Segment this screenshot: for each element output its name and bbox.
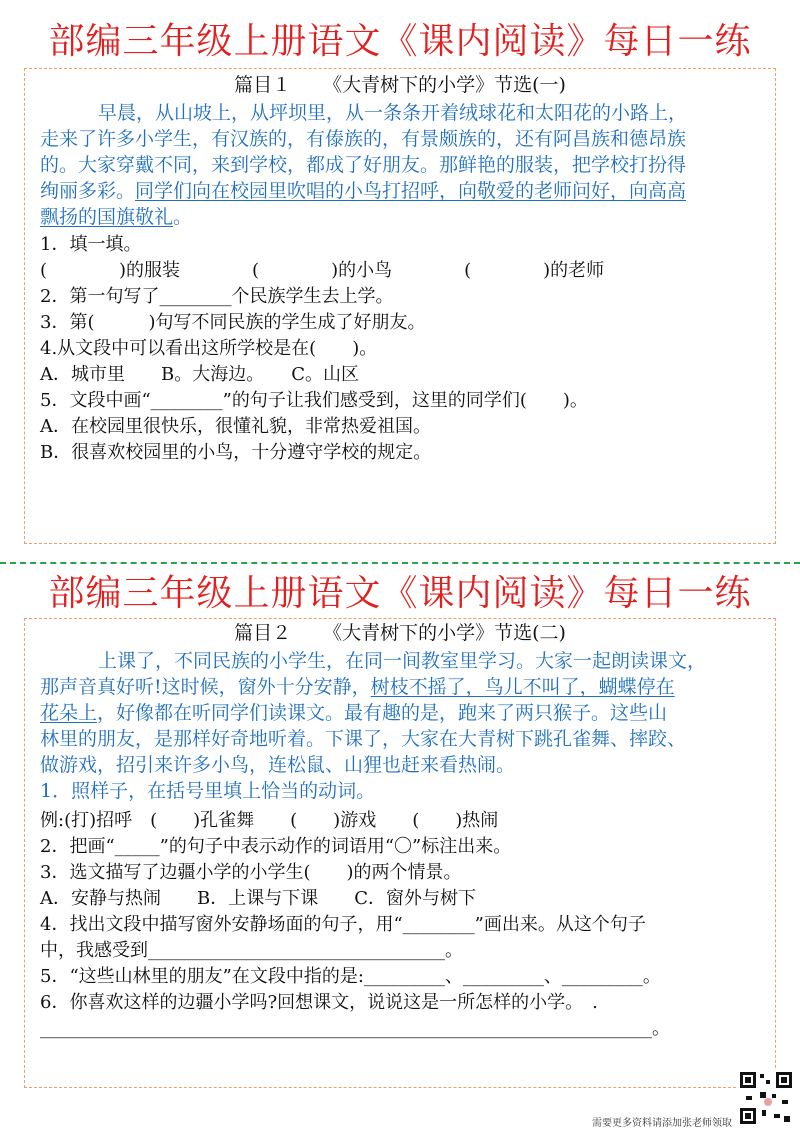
question-line: 2．第一句写了________个民族学生去上学。: [40, 286, 394, 307]
passage-line: 的。大家穿戴不同，来到学校，都成了好朋友。那鲜艳的服装，把学校打扮得: [40, 154, 687, 176]
sheet2-heading: [0, 620, 800, 646]
footer-note: 需要更多资料请添加张老师领取: [592, 1118, 732, 1129]
sheet2-heading-label: 篇目２: [234, 622, 292, 644]
underlined-sentence: 花朵上: [40, 702, 98, 724]
sheet1-passage: [40, 100, 766, 230]
question-line: 4.从文段中可以看出这所学校是在( )。: [40, 338, 378, 359]
passage-line: 绚丽多彩。: [40, 180, 136, 202]
question-line: 3．选文描写了边疆小学的小学生( )的两个情景。: [40, 862, 462, 883]
question-line: 4．找出文段中描写窗外安静场面的句子，用“________”画出来。从这个句子: [40, 914, 646, 935]
underlined-sentence: 飘扬的国旗敬礼: [40, 206, 174, 228]
passage-line: 那声音真好听!这时候，窗外十分安静，: [40, 676, 371, 698]
question-line: ( )的服装 ( )的小鸟 ( )的老师: [40, 260, 605, 281]
passage-line: 。: [173, 206, 193, 228]
question-line: 例:(打)招呼 ( )孔雀舞 ( )游戏 ( )热闹: [40, 810, 499, 831]
sheet2-heading-title: 《大青树下的小学》节选(二): [323, 622, 566, 644]
sheet2-questions: [40, 808, 766, 1042]
passage-line: 早晨，从山坡上，从坪坝里，从一条条开着绒球花和太阳花的小路上，: [98, 102, 688, 124]
sheet2-title: 部编三年级上册语文《课内阅读》每日一练: [48, 573, 752, 614]
question-line: A．在校园里很快乐，很懂礼貌，非常热爱祖国。: [40, 416, 431, 437]
question-line: A．城市里 B。大海边。 C。山区: [40, 364, 359, 385]
underlined-sentence: 同学们向在校园里吹唱的小鸟打招呼，向敬爱的老师问好，向高高: [135, 180, 687, 202]
question-line: 3．第( )句写不同民族的学生成了好朋友。: [40, 312, 426, 333]
question-line: 2．把画“_____”的句子中表示动作的词语用“〇”标注出来。: [40, 836, 512, 857]
question-line: ____________________________________________________________________。: [40, 1018, 670, 1039]
question-line: 中，我感受到_________________________________。: [40, 940, 463, 961]
question-line: 6．你喜欢这样的边疆小学吗?回想课文，说说这是一所怎样的小学。 .: [40, 992, 598, 1013]
question-line: A．安静与热闹 B．上课与下课 C．窗外与树下: [40, 888, 476, 909]
passage-line: ，好像都在听同学们读课文。最有趣的是，跑来了两只猴子。这些山: [97, 702, 668, 724]
question-line: 1．照样子，在括号里填上恰当的动词。: [40, 780, 376, 802]
sheet1-heading-title: 《大青树下的小学》节选(一): [323, 74, 566, 96]
underlined-sentence: 树枝不摇了，鸟儿不叫了，蝴蝶停在: [370, 676, 675, 698]
question-line: 1．填一填。: [40, 234, 142, 255]
sheet1-heading: [0, 72, 800, 98]
passage-line: 上课了，不同民族的小学生，在同一间教室里学习。大家一起朗读课文，: [98, 650, 707, 672]
sheet1-questions: [40, 232, 766, 466]
question-line: 5．文段中画“________”的句子让我们感受到，这里的同学们( )。: [40, 390, 588, 411]
sheet1-title: 部编三年级上册语文《课内阅读》每日一练: [48, 21, 752, 62]
question-line: 5．“这些山林里的朋友”在文段中指的是:_________、_________、_________。: [40, 966, 661, 987]
question-line: B．很喜欢校园里的小鸟，十分遵守学校的规定。: [40, 442, 432, 463]
passage-line: 走来了许多小学生，有汉族的，有傣族的，有景颇族的，还有阿昌族和德昂族: [40, 128, 687, 150]
qr-code-icon: [738, 1070, 794, 1126]
sheet-divider: [0, 562, 800, 564]
passage-line: 林里的朋友，是那样好奇地听着。下课了，大家在大青树下跳孔雀舞、摔跤、: [40, 728, 687, 750]
sheet1-heading-label: 篇目１: [234, 74, 292, 96]
sheet2-passage: [40, 648, 766, 804]
passage-line: 做游戏，招引来许多小鸟，连松鼠、山狸也赶来看热闹。: [40, 754, 516, 776]
